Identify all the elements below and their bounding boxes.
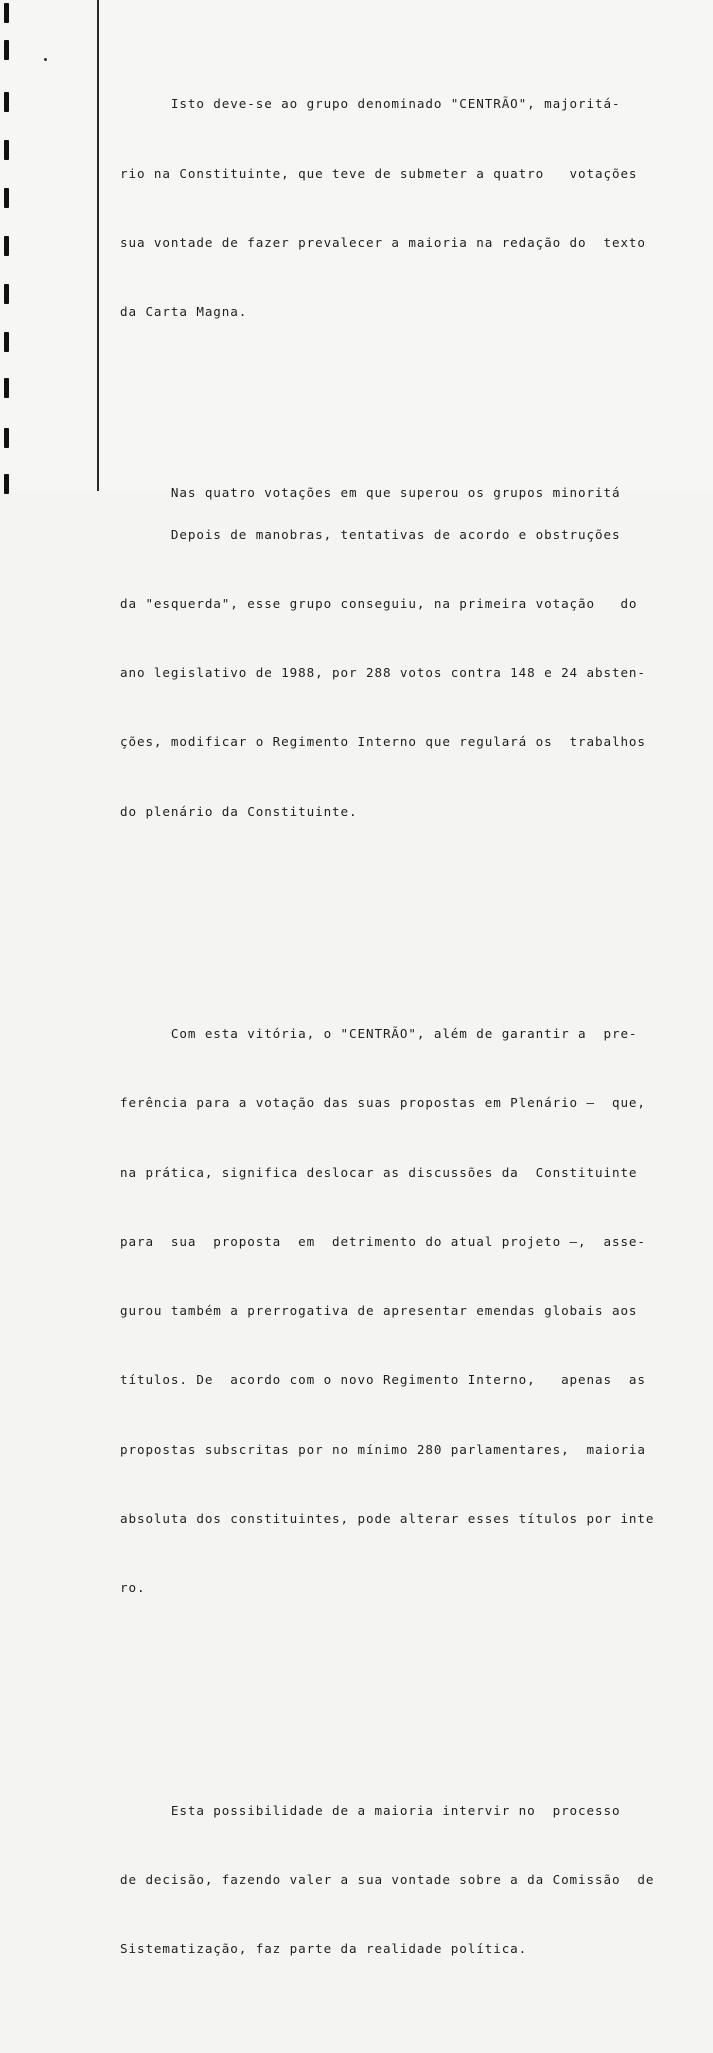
text-line: Sistematização, faz parte da realidade política. <box>120 1941 528 1957</box>
text-line: ferência para a votação das suas propostas em Plenário — que, <box>120 1095 646 1111</box>
binder-mark <box>4 188 9 208</box>
text-line: Depois de manobras, tentativas de acordo e obstruções <box>120 526 621 542</box>
text-line: da Carta Magna. <box>120 304 248 320</box>
text-line: de decisão, fazendo valer a sua vontade sobre a da Comissão de <box>120 1871 655 1887</box>
paragraph-3 <box>120 976 665 1646</box>
text-line: da "esquerda", esse grupo conseguiu, na primeira votação do <box>120 595 638 611</box>
binder-mark <box>4 40 9 60</box>
binder-mark <box>4 3 9 23</box>
text-line: gurou também a prerrogativa de apresentar emendas globais aos <box>120 1303 638 1319</box>
text-line: títulos. De acordo com o novo Regimento Interno, apenas as <box>120 1372 646 1388</box>
text-line: ro. <box>120 1580 146 1596</box>
text-line: do plenário da Constituinte. <box>120 803 358 819</box>
text-line: Esta possibilidade de a maioria intervir no processo <box>120 1802 621 1818</box>
text-line: sua vontade de fazer prevalecer a maioria na redação do texto <box>120 234 646 250</box>
binder-mark <box>4 474 9 494</box>
text-line: absoluta dos constituintes, pode alterar esses títulos por inte <box>120 1511 655 1526</box>
text-line: ano legislativo de 1988, por 288 votos contra 148 e 24 absten- <box>120 665 646 681</box>
text-line: propostas subscritas por no mínimo 280 parlamentares, maioria <box>120 1441 646 1457</box>
typed-text <box>120 0 665 2053</box>
paragraph-2 <box>120 476 665 869</box>
text-line: Isto deve-se ao grupo denominado "CENTRÃO", majoritá- <box>120 96 621 112</box>
text-line: Com esta vitória, o "CENTRÃO", além de garantir a pre- <box>120 1026 638 1042</box>
binder-mark <box>4 236 9 256</box>
binder-mark <box>4 140 9 160</box>
page-frame-line <box>97 0 99 491</box>
text-line: ções, modificar o Regimento Interno que regulará os trabalhos <box>120 734 646 750</box>
binder-mark <box>4 332 9 352</box>
text-line: na prática, significa deslocar as discussões da Constituinte <box>120 1164 638 1180</box>
paragraph-4 <box>120 1752 665 2006</box>
text-line: para sua proposta em detrimento do atual projeto —, asse- <box>120 1233 646 1249</box>
text-line: rio na Constituinte, que teve de submeter a quatro votações <box>120 165 638 181</box>
margin-dot <box>44 58 47 61</box>
binder-mark <box>4 284 9 304</box>
cut-off-line: Nas quatro votações em que superou os grupos minoritá <box>120 485 621 500</box>
binder-mark <box>4 428 9 448</box>
binder-mark <box>4 378 9 398</box>
binder-mark <box>4 92 9 112</box>
paragraph-1 <box>120 46 665 369</box>
